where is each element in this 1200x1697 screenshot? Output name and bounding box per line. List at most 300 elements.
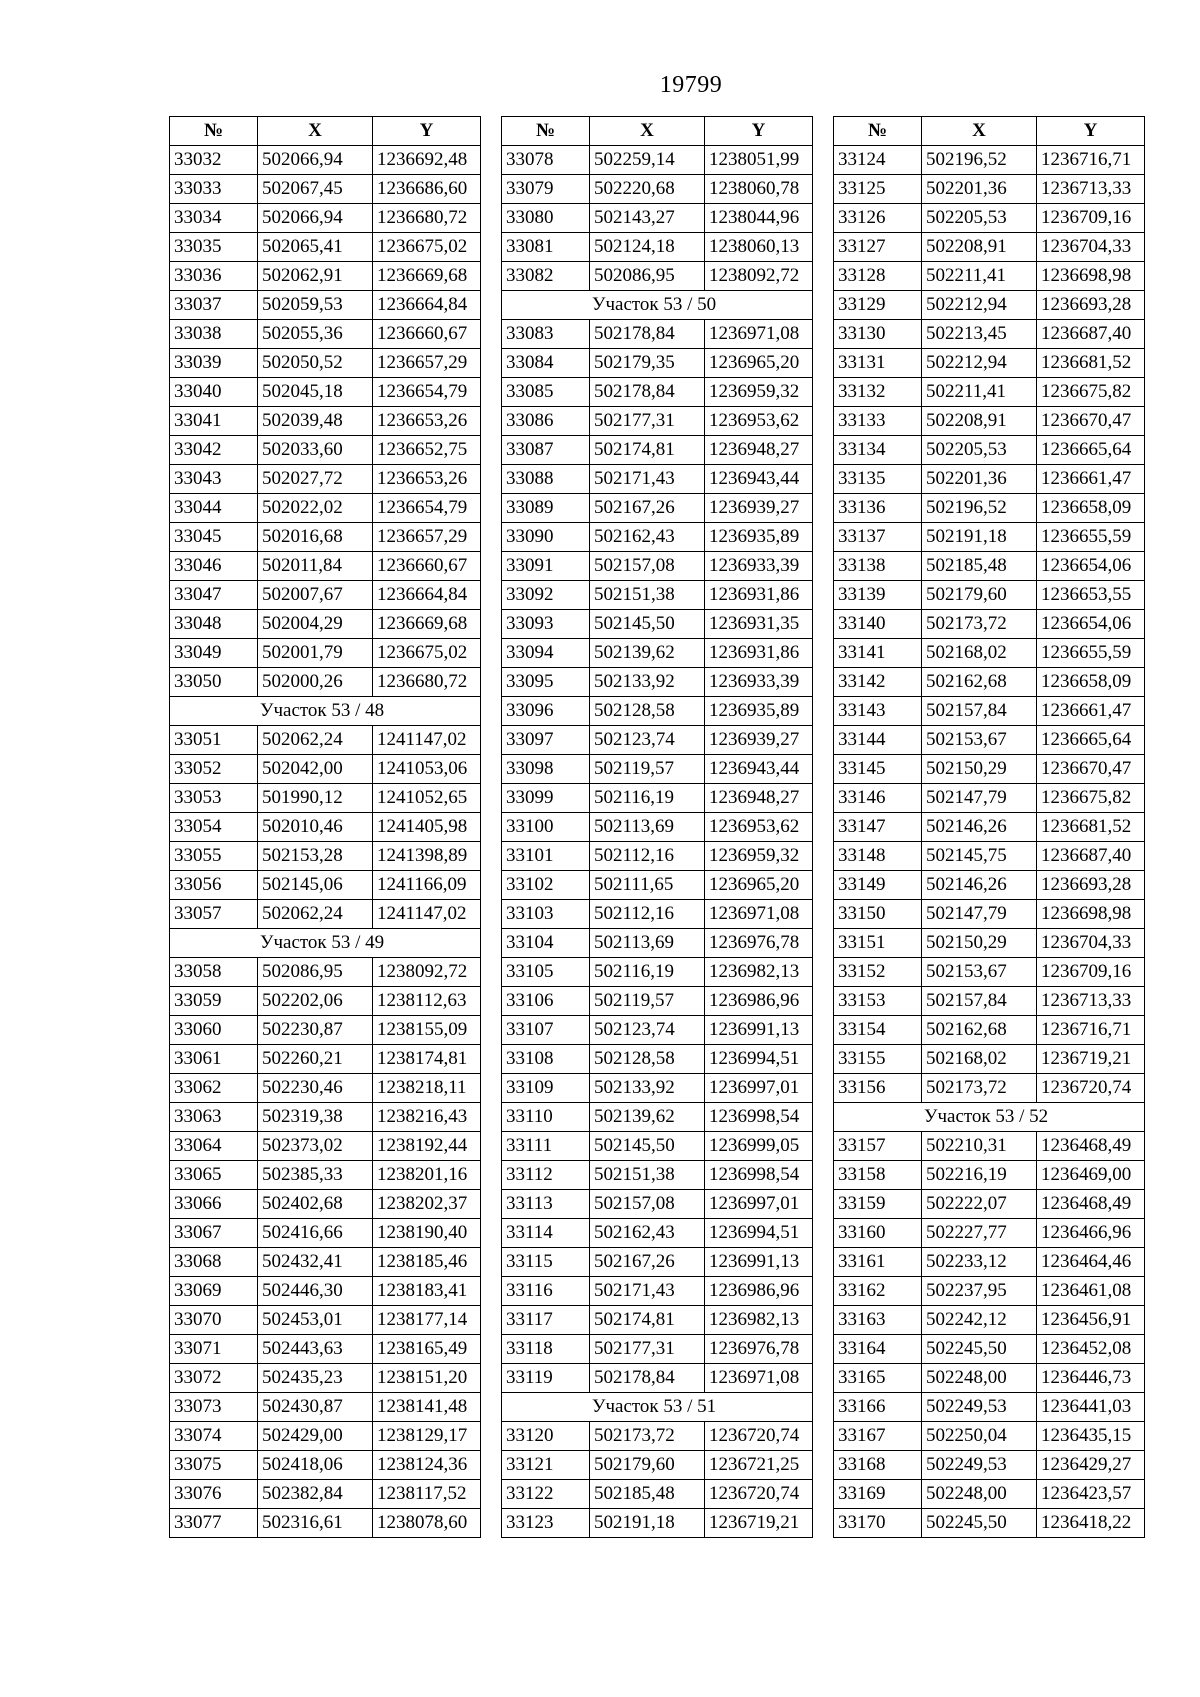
- x-coordinate-cell: 502373,02: [258, 1132, 373, 1161]
- y-coordinate-cell: 1241398,89: [373, 842, 481, 871]
- y-coordinate-cell: 1236713,33: [1037, 175, 1145, 204]
- x-coordinate-cell: 502202,06: [258, 987, 373, 1016]
- point-number-cell: 33125: [834, 175, 922, 204]
- x-coordinate-cell: 502147,79: [922, 784, 1037, 813]
- x-coordinate-cell: 502432,41: [258, 1248, 373, 1277]
- point-number-cell: 33045: [170, 523, 258, 552]
- point-number-cell: 33127: [834, 233, 922, 262]
- table-row: [170, 1161, 481, 1190]
- y-coordinate-cell: 1241052,65: [373, 784, 481, 813]
- point-number-cell: 33063: [170, 1103, 258, 1132]
- x-coordinate-cell: 502146,26: [922, 871, 1037, 900]
- y-coordinate-cell: 1238044,96: [705, 204, 813, 233]
- table-row: [834, 1480, 1145, 1509]
- x-coordinate-cell: 502230,87: [258, 1016, 373, 1045]
- point-number-cell: 33134: [834, 436, 922, 465]
- table-row: [834, 1451, 1145, 1480]
- x-coordinate-cell: 502146,26: [922, 813, 1037, 842]
- x-coordinate-cell: 502191,18: [922, 523, 1037, 552]
- x-coordinate-cell: 502112,16: [590, 842, 705, 871]
- point-number-cell: 33088: [502, 465, 590, 494]
- point-number-cell: 33167: [834, 1422, 922, 1451]
- x-coordinate-cell: 502139,62: [590, 1103, 705, 1132]
- table-row: [170, 465, 481, 494]
- column-header-y: Y: [373, 117, 481, 146]
- table-row: [834, 1190, 1145, 1219]
- table-row: [834, 726, 1145, 755]
- x-coordinate-cell: 502179,60: [590, 1451, 705, 1480]
- x-coordinate-cell: 502086,95: [258, 958, 373, 987]
- table-row: [170, 639, 481, 668]
- x-coordinate-cell: 502211,41: [922, 262, 1037, 291]
- table-row: [170, 1219, 481, 1248]
- point-number-cell: 33037: [170, 291, 258, 320]
- table-row: [502, 871, 813, 900]
- table-row: [502, 1335, 813, 1364]
- point-number-cell: 33096: [502, 697, 590, 726]
- table-row: [834, 204, 1145, 233]
- point-number-cell: 33121: [502, 1451, 590, 1480]
- x-coordinate-cell: 502151,38: [590, 581, 705, 610]
- x-coordinate-cell: 502062,24: [258, 726, 373, 755]
- x-coordinate-cell: 502022,02: [258, 494, 373, 523]
- point-number-cell: 33080: [502, 204, 590, 233]
- table-row: [502, 1219, 813, 1248]
- x-coordinate-cell: 502145,06: [258, 871, 373, 900]
- x-coordinate-cell: 502453,01: [258, 1306, 373, 1335]
- point-number-cell: 33072: [170, 1364, 258, 1393]
- point-number-cell: 33040: [170, 378, 258, 407]
- x-coordinate-cell: 502111,65: [590, 871, 705, 900]
- x-coordinate-cell: 502179,35: [590, 349, 705, 378]
- y-coordinate-cell: 1236669,68: [373, 262, 481, 291]
- point-number-cell: 33038: [170, 320, 258, 349]
- point-number-cell: 33163: [834, 1306, 922, 1335]
- y-coordinate-cell: 1236670,47: [1037, 755, 1145, 784]
- x-coordinate-cell: 502191,18: [590, 1509, 705, 1538]
- table-row: [502, 465, 813, 494]
- x-coordinate-cell: 502205,53: [922, 204, 1037, 233]
- y-coordinate-cell: 1236959,32: [705, 842, 813, 871]
- x-coordinate-cell: 502173,72: [922, 1074, 1037, 1103]
- section-header-row: [170, 929, 481, 958]
- x-coordinate-cell: 502062,91: [258, 262, 373, 291]
- y-coordinate-cell: 1236976,78: [705, 1335, 813, 1364]
- y-coordinate-cell: 1236719,21: [1037, 1045, 1145, 1074]
- y-coordinate-cell: 1236716,71: [1037, 146, 1145, 175]
- y-coordinate-cell: 1236658,09: [1037, 668, 1145, 697]
- y-coordinate-cell: 1236653,55: [1037, 581, 1145, 610]
- table-row: [170, 552, 481, 581]
- y-coordinate-cell: 1238151,20: [373, 1364, 481, 1393]
- point-number-cell: 33032: [170, 146, 258, 175]
- table-row: [834, 668, 1145, 697]
- table-row: [502, 668, 813, 697]
- y-coordinate-cell: 1236665,64: [1037, 436, 1145, 465]
- table-row: [834, 1335, 1145, 1364]
- point-number-cell: 33041: [170, 407, 258, 436]
- y-coordinate-cell: 1236692,48: [373, 146, 481, 175]
- table-row: [834, 842, 1145, 871]
- table-row: [170, 1451, 481, 1480]
- x-coordinate-cell: 502429,00: [258, 1422, 373, 1451]
- table-row: [170, 1074, 481, 1103]
- point-number-cell: 33078: [502, 146, 590, 175]
- x-coordinate-cell: 502119,57: [590, 755, 705, 784]
- y-coordinate-cell: 1236653,26: [373, 407, 481, 436]
- point-number-cell: 33141: [834, 639, 922, 668]
- table-row: [834, 1422, 1145, 1451]
- x-coordinate-cell: 502007,67: [258, 581, 373, 610]
- x-coordinate-cell: 502001,79: [258, 639, 373, 668]
- point-number-cell: 33069: [170, 1277, 258, 1306]
- table-row: [170, 1103, 481, 1132]
- y-coordinate-cell: 1236468,49: [1037, 1190, 1145, 1219]
- x-coordinate-cell: 502173,72: [922, 610, 1037, 639]
- point-number-cell: 33108: [502, 1045, 590, 1074]
- section-title: Участок 53 / 49: [170, 929, 481, 958]
- column-header-y: Y: [1037, 117, 1145, 146]
- point-number-cell: 33122: [502, 1480, 590, 1509]
- y-coordinate-cell: 1236469,00: [1037, 1161, 1145, 1190]
- table-row: [834, 1016, 1145, 1045]
- table-row: [170, 291, 481, 320]
- y-coordinate-cell: 1236719,21: [705, 1509, 813, 1538]
- table-row: [834, 233, 1145, 262]
- x-coordinate-cell: 502168,02: [922, 1045, 1037, 1074]
- y-coordinate-cell: 1236423,57: [1037, 1480, 1145, 1509]
- table-row: [834, 987, 1145, 1016]
- point-number-cell: 33161: [834, 1248, 922, 1277]
- x-coordinate-cell: 502119,57: [590, 987, 705, 1016]
- page-number: 19799: [659, 72, 723, 98]
- y-coordinate-cell: 1236982,13: [705, 958, 813, 987]
- table-row: [170, 813, 481, 842]
- y-coordinate-cell: 1236429,27: [1037, 1451, 1145, 1480]
- point-number-cell: 33143: [834, 697, 922, 726]
- y-coordinate-cell: 1236720,74: [705, 1480, 813, 1509]
- y-coordinate-cell: 1236704,33: [1037, 233, 1145, 262]
- table-row: [170, 378, 481, 407]
- y-coordinate-cell: 1236999,05: [705, 1132, 813, 1161]
- x-coordinate-cell: 502178,84: [590, 320, 705, 349]
- point-number-cell: 33079: [502, 175, 590, 204]
- point-number-cell: 33140: [834, 610, 922, 639]
- x-coordinate-cell: 502250,04: [922, 1422, 1037, 1451]
- y-coordinate-cell: 1238124,36: [373, 1451, 481, 1480]
- table-row: [502, 1161, 813, 1190]
- table-row: [834, 552, 1145, 581]
- point-number-cell: 33113: [502, 1190, 590, 1219]
- table-row: [502, 1103, 813, 1132]
- table-row: [834, 1132, 1145, 1161]
- y-coordinate-cell: 1236441,03: [1037, 1393, 1145, 1422]
- x-coordinate-cell: 502004,29: [258, 610, 373, 639]
- x-coordinate-cell: 502162,43: [590, 523, 705, 552]
- point-number-cell: 33166: [834, 1393, 922, 1422]
- table-row: [502, 726, 813, 755]
- y-coordinate-cell: 1238092,72: [373, 958, 481, 987]
- point-number-cell: 33155: [834, 1045, 922, 1074]
- y-coordinate-cell: 1236986,96: [705, 987, 813, 1016]
- point-number-cell: 33162: [834, 1277, 922, 1306]
- table-row: [502, 204, 813, 233]
- y-coordinate-cell: 1236693,28: [1037, 291, 1145, 320]
- point-number-cell: 33147: [834, 813, 922, 842]
- table-row: [170, 1335, 481, 1364]
- table-row: [502, 842, 813, 871]
- y-coordinate-cell: 1238155,09: [373, 1016, 481, 1045]
- y-coordinate-cell: 1238141,48: [373, 1393, 481, 1422]
- x-coordinate-cell: 502316,61: [258, 1509, 373, 1538]
- table-header-row: [502, 117, 813, 146]
- y-coordinate-cell: 1236664,84: [373, 291, 481, 320]
- table-row: [834, 1045, 1145, 1074]
- table-row: [170, 1277, 481, 1306]
- point-number-cell: 33058: [170, 958, 258, 987]
- y-coordinate-cell: 1236675,82: [1037, 784, 1145, 813]
- y-coordinate-cell: 1236654,06: [1037, 552, 1145, 581]
- y-coordinate-cell: 1236713,33: [1037, 987, 1145, 1016]
- point-number-cell: 33036: [170, 262, 258, 291]
- table-row: [170, 610, 481, 639]
- point-number-cell: 33114: [502, 1219, 590, 1248]
- point-number-cell: 33097: [502, 726, 590, 755]
- table-row: [502, 175, 813, 204]
- y-coordinate-cell: 1236658,09: [1037, 494, 1145, 523]
- x-coordinate-cell: 502173,72: [590, 1422, 705, 1451]
- table-row: [502, 349, 813, 378]
- x-coordinate-cell: 502066,94: [258, 146, 373, 175]
- point-number-cell: 33094: [502, 639, 590, 668]
- table-row: [502, 233, 813, 262]
- table-row: [834, 494, 1145, 523]
- x-coordinate-cell: 502185,48: [590, 1480, 705, 1509]
- x-coordinate-cell: 502150,29: [922, 755, 1037, 784]
- section-header-row: [834, 1103, 1145, 1132]
- table-row: [170, 1132, 481, 1161]
- x-coordinate-cell: 502245,50: [922, 1335, 1037, 1364]
- x-coordinate-cell: 502112,16: [590, 900, 705, 929]
- x-coordinate-cell: 502153,67: [922, 958, 1037, 987]
- point-number-cell: 33083: [502, 320, 590, 349]
- table-row: [834, 1248, 1145, 1277]
- y-coordinate-cell: 1236461,08: [1037, 1277, 1145, 1306]
- x-coordinate-cell: 502000,26: [258, 668, 373, 697]
- table-row: [502, 784, 813, 813]
- y-coordinate-cell: 1236994,51: [705, 1219, 813, 1248]
- table-row: [170, 784, 481, 813]
- y-coordinate-cell: 1238060,78: [705, 175, 813, 204]
- point-number-cell: 33070: [170, 1306, 258, 1335]
- y-coordinate-cell: 1236698,98: [1037, 900, 1145, 929]
- table-row: [502, 1422, 813, 1451]
- point-number-cell: 33051: [170, 726, 258, 755]
- y-coordinate-cell: 1241147,02: [373, 726, 481, 755]
- table-row: [502, 494, 813, 523]
- point-number-cell: 33117: [502, 1306, 590, 1335]
- x-coordinate-cell: 502208,91: [922, 233, 1037, 262]
- x-coordinate-cell: 502211,41: [922, 378, 1037, 407]
- y-coordinate-cell: 1236452,08: [1037, 1335, 1145, 1364]
- table-row: [834, 1074, 1145, 1103]
- x-coordinate-cell: 502443,63: [258, 1335, 373, 1364]
- point-number-cell: 33164: [834, 1335, 922, 1364]
- table-row: [834, 929, 1145, 958]
- x-coordinate-cell: 502249,53: [922, 1393, 1037, 1422]
- x-coordinate-cell: 502153,28: [258, 842, 373, 871]
- table-row: [170, 407, 481, 436]
- x-coordinate-cell: 502116,19: [590, 958, 705, 987]
- y-coordinate-cell: 1236948,27: [705, 784, 813, 813]
- table-row: [502, 929, 813, 958]
- table-row: [502, 407, 813, 436]
- point-number-cell: 33061: [170, 1045, 258, 1074]
- y-coordinate-cell: 1236933,39: [705, 552, 813, 581]
- x-coordinate-cell: 502033,60: [258, 436, 373, 465]
- x-coordinate-cell: 502011,84: [258, 552, 373, 581]
- x-coordinate-cell: 502157,08: [590, 1190, 705, 1219]
- x-coordinate-cell: 502045,18: [258, 378, 373, 407]
- point-number-cell: 33085: [502, 378, 590, 407]
- point-number-cell: 33055: [170, 842, 258, 871]
- table-row: [502, 958, 813, 987]
- x-coordinate-cell: 502059,53: [258, 291, 373, 320]
- point-number-cell: 33065: [170, 1161, 258, 1190]
- x-coordinate-cell: 502124,18: [590, 233, 705, 262]
- column-header-x: X: [258, 117, 373, 146]
- y-coordinate-cell: 1236446,73: [1037, 1364, 1145, 1393]
- table-row: [502, 639, 813, 668]
- y-coordinate-cell: 1236935,89: [705, 697, 813, 726]
- point-number-cell: 33093: [502, 610, 590, 639]
- point-number-cell: 33144: [834, 726, 922, 755]
- y-coordinate-cell: 1236976,78: [705, 929, 813, 958]
- table-row: [170, 1045, 481, 1074]
- point-number-cell: 33087: [502, 436, 590, 465]
- x-coordinate-cell: 502055,36: [258, 320, 373, 349]
- column-header-number: №: [502, 117, 590, 146]
- y-coordinate-cell: 1236660,67: [373, 320, 481, 349]
- y-coordinate-cell: 1236991,13: [705, 1016, 813, 1045]
- y-coordinate-cell: 1238174,81: [373, 1045, 481, 1074]
- point-number-cell: 33126: [834, 204, 922, 233]
- point-number-cell: 33105: [502, 958, 590, 987]
- point-number-cell: 33052: [170, 755, 258, 784]
- x-coordinate-cell: 502249,53: [922, 1451, 1037, 1480]
- table-row: [170, 1364, 481, 1393]
- table-row: [170, 320, 481, 349]
- x-coordinate-cell: 502201,36: [922, 465, 1037, 494]
- y-coordinate-cell: 1236986,96: [705, 1277, 813, 1306]
- point-number-cell: 33090: [502, 523, 590, 552]
- y-coordinate-cell: 1236665,64: [1037, 726, 1145, 755]
- point-number-cell: 33170: [834, 1509, 922, 1538]
- table-row: [502, 1248, 813, 1277]
- y-coordinate-cell: 1238202,37: [373, 1190, 481, 1219]
- point-number-cell: 33152: [834, 958, 922, 987]
- y-coordinate-cell: 1236998,54: [705, 1103, 813, 1132]
- table-row: [502, 813, 813, 842]
- y-coordinate-cell: 1238129,17: [373, 1422, 481, 1451]
- column-header-x: X: [922, 117, 1037, 146]
- table-row: [834, 146, 1145, 175]
- y-coordinate-cell: 1238201,16: [373, 1161, 481, 1190]
- point-number-cell: 33112: [502, 1161, 590, 1190]
- point-number-cell: 33110: [502, 1103, 590, 1132]
- table-body: [502, 146, 813, 1538]
- x-coordinate-cell: 502039,48: [258, 407, 373, 436]
- table-row: [834, 697, 1145, 726]
- y-coordinate-cell: 1236997,01: [705, 1190, 813, 1219]
- table-header-row: [170, 117, 481, 146]
- table-row: [834, 262, 1145, 291]
- column-header-number: №: [170, 117, 258, 146]
- x-coordinate-cell: 502123,74: [590, 1016, 705, 1045]
- y-coordinate-cell: 1238117,52: [373, 1480, 481, 1509]
- x-coordinate-cell: 502168,02: [922, 639, 1037, 668]
- point-number-cell: 33158: [834, 1161, 922, 1190]
- table-row: [170, 1248, 481, 1277]
- x-coordinate-cell: 502178,84: [590, 1364, 705, 1393]
- x-coordinate-cell: 502167,26: [590, 1248, 705, 1277]
- point-number-cell: 33118: [502, 1335, 590, 1364]
- x-coordinate-cell: 502123,74: [590, 726, 705, 755]
- point-number-cell: 33130: [834, 320, 922, 349]
- y-coordinate-cell: 1236948,27: [705, 436, 813, 465]
- point-number-cell: 33120: [502, 1422, 590, 1451]
- point-number-cell: 33109: [502, 1074, 590, 1103]
- x-coordinate-cell: 502212,94: [922, 291, 1037, 320]
- table-row: [170, 204, 481, 233]
- y-coordinate-cell: 1236931,86: [705, 581, 813, 610]
- column-header-x: X: [590, 117, 705, 146]
- section-title: Участок 53 / 50: [502, 291, 813, 320]
- table-row: [170, 871, 481, 900]
- coordinate-table-1: [169, 116, 481, 1538]
- point-number-cell: 33124: [834, 146, 922, 175]
- y-coordinate-cell: 1236935,89: [705, 523, 813, 552]
- x-coordinate-cell: 502128,58: [590, 697, 705, 726]
- point-number-cell: 33048: [170, 610, 258, 639]
- x-coordinate-cell: 502418,06: [258, 1451, 373, 1480]
- y-coordinate-cell: 1236675,02: [373, 639, 481, 668]
- table-row: [834, 1161, 1145, 1190]
- x-coordinate-cell: 502066,94: [258, 204, 373, 233]
- x-coordinate-cell: 502196,52: [922, 146, 1037, 175]
- table-row: [502, 1509, 813, 1538]
- table-row: [834, 784, 1145, 813]
- x-coordinate-cell: 502233,12: [922, 1248, 1037, 1277]
- table-row: [502, 1306, 813, 1335]
- x-coordinate-cell: 502227,77: [922, 1219, 1037, 1248]
- x-coordinate-cell: 502016,68: [258, 523, 373, 552]
- table-row: [834, 1393, 1145, 1422]
- x-coordinate-cell: 502178,84: [590, 378, 705, 407]
- table-row: [502, 610, 813, 639]
- x-coordinate-cell: 502242,12: [922, 1306, 1037, 1335]
- y-coordinate-cell: 1236680,72: [373, 668, 481, 697]
- y-coordinate-cell: 1236943,44: [705, 465, 813, 494]
- point-number-cell: 33050: [170, 668, 258, 697]
- point-number-cell: 33076: [170, 1480, 258, 1509]
- x-coordinate-cell: 502446,30: [258, 1277, 373, 1306]
- point-number-cell: 33148: [834, 842, 922, 871]
- y-coordinate-cell: 1241166,09: [373, 871, 481, 900]
- y-coordinate-cell: 1236939,27: [705, 494, 813, 523]
- section-title: Участок 53 / 52: [834, 1103, 1145, 1132]
- x-coordinate-cell: 502065,41: [258, 233, 373, 262]
